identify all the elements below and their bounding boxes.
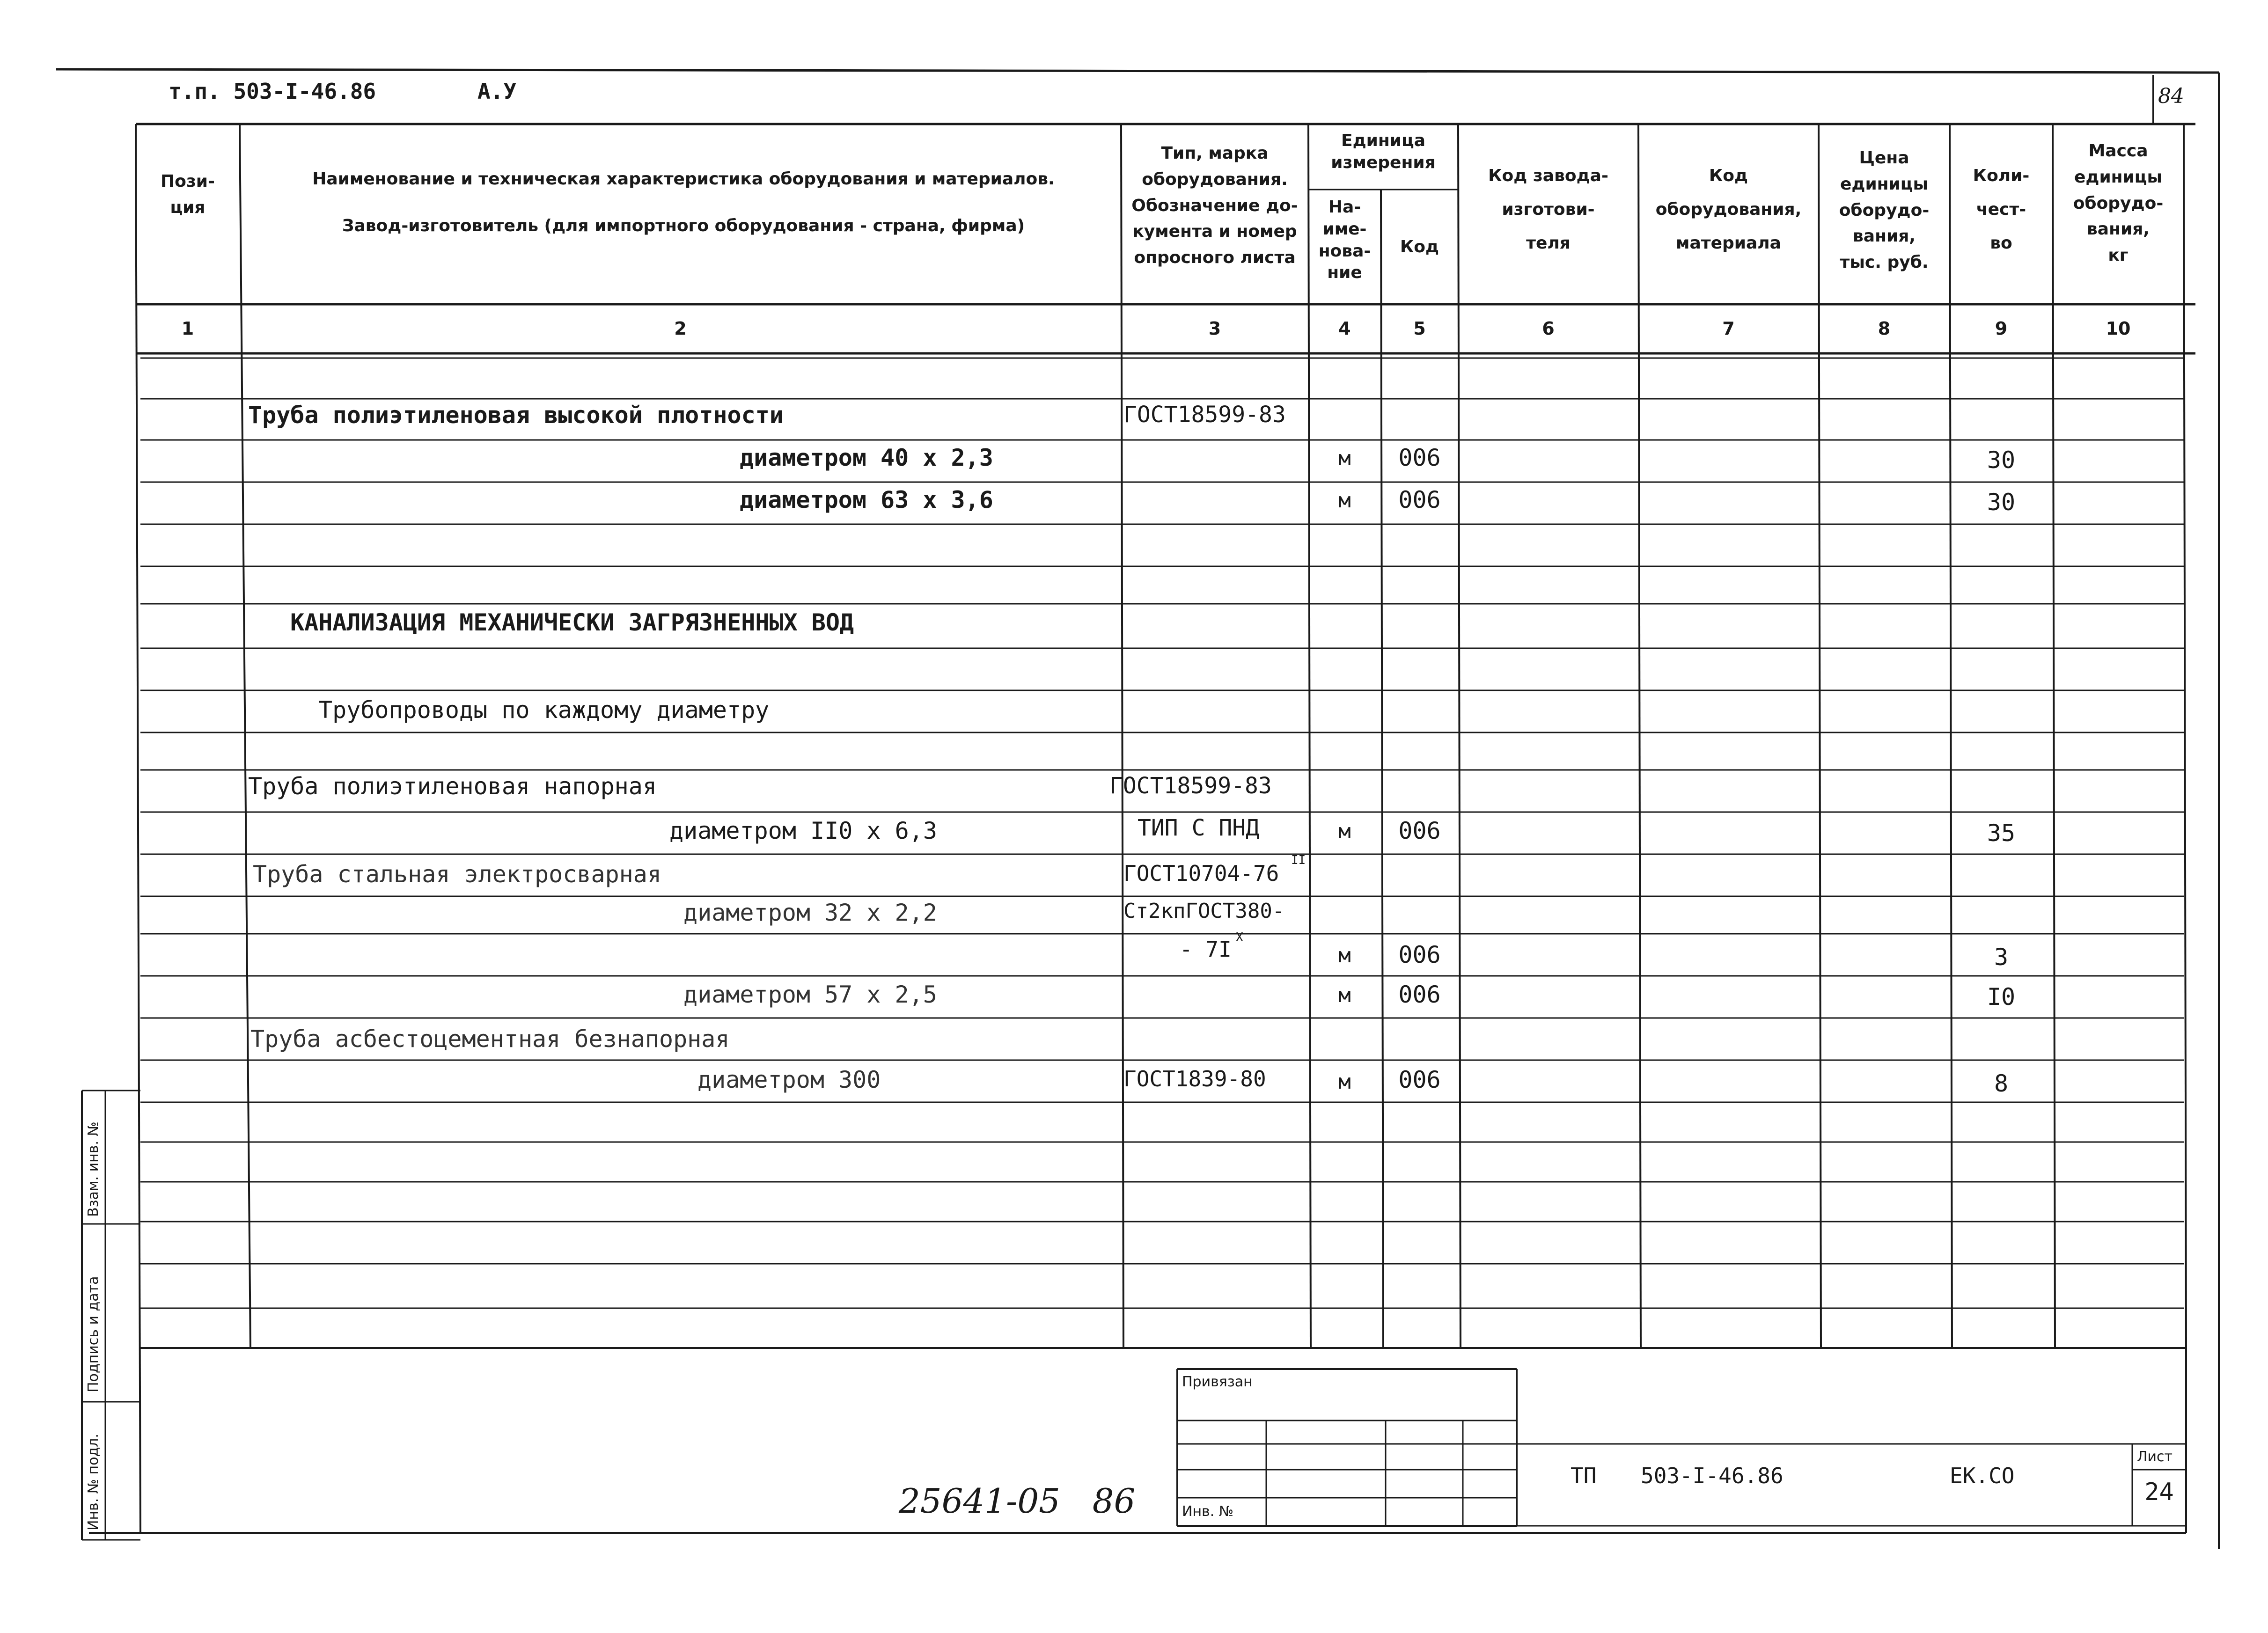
superscript-mark: II: [1291, 853, 1306, 867]
header-quantity: Коли- чест- во: [1973, 166, 2030, 253]
handwritten-number: 25641-05 86: [899, 1481, 1136, 1521]
row-unit: м: [1338, 447, 1351, 470]
row-qty: 30: [1987, 489, 2016, 516]
row-code: 006: [1398, 981, 1441, 1008]
section-title: КАНАЛИЗАЦИЯ МЕХАНИЧЕСКИ ЗАГРЯЗНЕННЫХ ВОД: [290, 609, 854, 636]
stamp-part: ЕК.СО: [1950, 1463, 2015, 1488]
row-name: Труба полиэтиленовая напорная: [248, 773, 657, 800]
row-unit: м: [1338, 1070, 1351, 1094]
header-factory-code: Код завода- изготови- теля: [1488, 166, 1608, 253]
header-equipment-code: Код оборудования, материала: [1655, 166, 1802, 253]
row-name: Труба полиэтиленовая высокой плотности: [248, 402, 784, 429]
row-unit: м: [1338, 820, 1351, 843]
stamp-inv-no: Инв. №: [1182, 1503, 1234, 1520]
superscript-mark: X: [1236, 930, 1243, 945]
col-number: 8: [1878, 318, 1891, 339]
row-name: Труба асбестоцементная безнапорная: [250, 1025, 730, 1053]
header-position: Пози- ция: [161, 172, 215, 217]
col-number: 7: [1722, 318, 1735, 339]
stamp-tp: ТП: [1571, 1463, 1597, 1488]
row-name: диаметром 300: [697, 1066, 881, 1093]
col-number: 6: [1542, 318, 1555, 339]
row-name: диаметром 63 х 3,6: [740, 486, 993, 513]
row-code: 006: [1398, 1066, 1441, 1093]
row-name: диаметром 57 х 2,5: [683, 981, 937, 1008]
row-doc: ГОСТ18599-83: [1109, 773, 1272, 799]
row-qty: 8: [1994, 1070, 2009, 1097]
row-name: диаметром 40 х 2,3: [740, 444, 993, 471]
header-unit-code: Код: [1400, 237, 1439, 256]
col-number: 3: [1208, 318, 1221, 339]
col-number: 4: [1338, 318, 1351, 339]
side-label-replace-inv: Взам. инв. №: [85, 1121, 102, 1217]
page-mark: 84: [2158, 84, 2184, 108]
row-unit: м: [1338, 944, 1351, 967]
col-number: 9: [1995, 318, 2008, 339]
stamp-list-number: 24: [2144, 1478, 2174, 1506]
row-code: 006: [1398, 486, 1441, 513]
row-code: 006: [1398, 817, 1441, 844]
row-doc: - 7I: [1180, 937, 1232, 962]
row-qty: 3: [1994, 944, 2009, 971]
row-unit: м: [1338, 489, 1351, 513]
stamp-prikazan: Привязан: [1182, 1374, 1253, 1390]
side-label-signature-date: Подпись и дата: [85, 1276, 102, 1392]
header-unit-name: На- име- нова- ние: [1318, 198, 1371, 283]
doc-code: т.п. 503-I-46.86: [169, 79, 376, 104]
stamp-code: 503-I-46.86: [1641, 1463, 1784, 1488]
header-manufacturer: Завод-изготовитель (для импортного оборудования - страна, фирма): [342, 216, 1025, 235]
section-mark: А.У: [477, 79, 517, 104]
row-doc: ГОСТ18599-83: [1123, 402, 1286, 428]
row-code: 006: [1398, 941, 1441, 968]
col-number: 2: [674, 318, 687, 339]
row-name: Труба стальная электросварная: [253, 861, 661, 888]
side-label-original-inv: Инв. № подл.: [85, 1434, 102, 1530]
row-doc: Ст2кпГОСТ380-: [1123, 899, 1285, 923]
row-doc: ГОСТ1839-80: [1123, 1066, 1266, 1091]
row-doc: ГОСТ10704-76: [1123, 861, 1279, 886]
row-qty: I0: [1987, 983, 2016, 1011]
stamp-list-label: Лист: [2137, 1449, 2173, 1465]
row-doc: ТИП С ПНД: [1138, 815, 1260, 841]
row-qty: 35: [1987, 820, 2016, 847]
header-mass: Масса единицы оборудо- вания, кг: [2073, 141, 2164, 265]
row-name: диаметром II0 х 6,3: [669, 817, 937, 844]
col-number: 1: [181, 318, 194, 339]
header-type: Тип, марка оборудования. Обозначение до- кумента и номер опросного листа: [1131, 144, 1298, 268]
header-unit: Единица измерения: [1331, 131, 1436, 172]
row-unit: м: [1338, 983, 1351, 1007]
header-price: Цена единицы оборудо- вания, тыс. руб.: [1839, 148, 1930, 272]
header-name: Наименование и техническая характеристика оборудования и материалов.: [312, 169, 1055, 189]
row-name: диаметром 32 х 2,2: [683, 899, 937, 926]
col-number: 10: [2106, 318, 2131, 339]
subsection-title: Трубопроводы по каждому диаметру: [318, 696, 770, 724]
col-number: 5: [1413, 318, 1426, 339]
row-code: 006: [1398, 444, 1441, 471]
row-qty: 30: [1987, 447, 2016, 474]
